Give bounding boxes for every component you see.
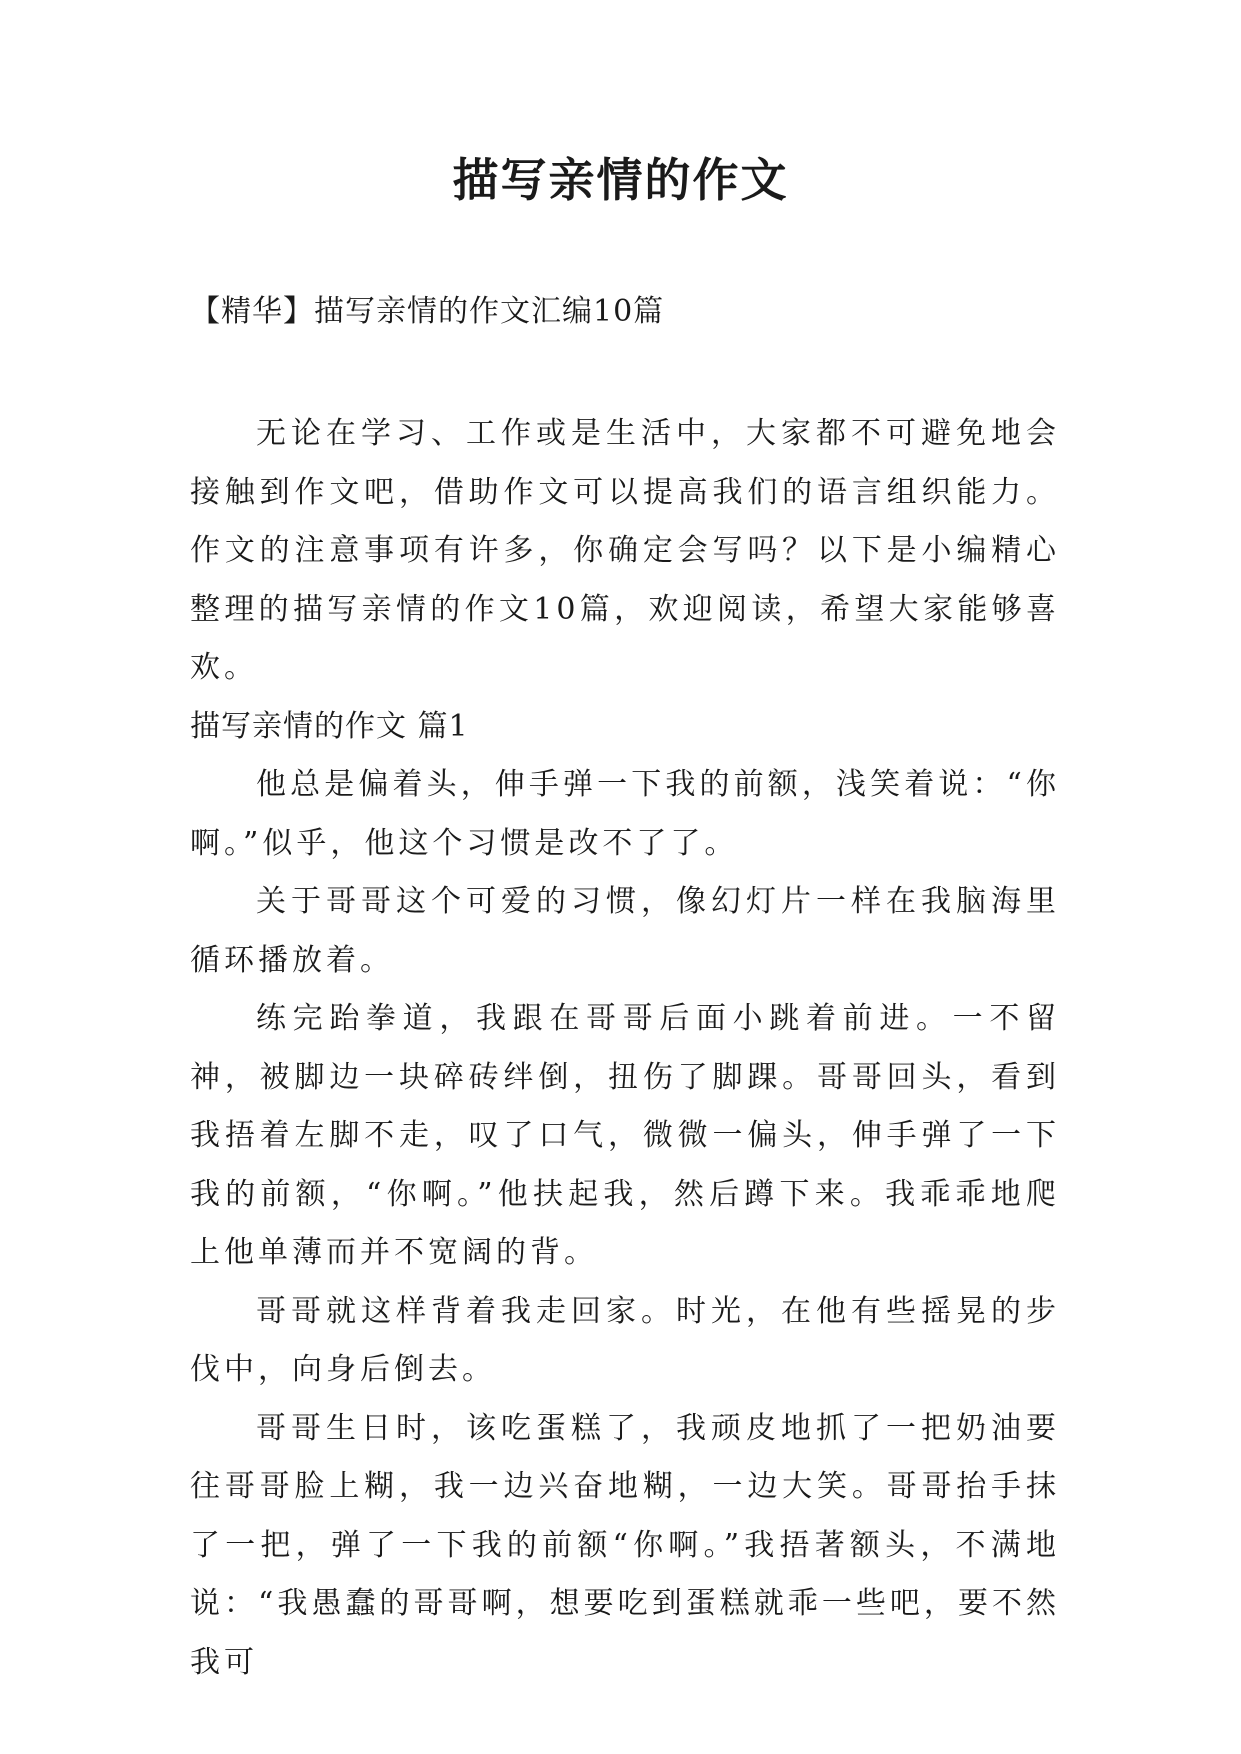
section-heading: 描写亲情的作文 篇1: [190, 708, 469, 744]
body-paragraph: 哥哥就这样背着我走回家。时光，在他有些摇晃的步伐中，向身后倒去。: [190, 1293, 1060, 1387]
document-subtitle: 【精华】描写亲情的作文汇编10篇: [190, 294, 665, 329]
body-paragraph: 练完跆拳道，我跟在哥哥后面小跳着前进。一不留神，被脚边一块碎砖绊倒，扭伤了脚踝。哥哥回头，看到我捂着左脚不走，叹了口气，微微一偏头，伸手弹了一下我的前额，“你啊。”他扶起我，然后蹲下来。我乖乖地爬上他单薄而并不宽阔的背。: [190, 1001, 1060, 1270]
body-paragraph: 他总是偏着头，伸手弹一下我的前额，浅笑着说：“你啊。”似乎，他这个习惯是改不了了。: [190, 767, 1060, 861]
document-body: [190, 405, 1060, 1692]
body-paragraph: 关于哥哥这个可爱的习惯，像幻灯片一样在我脑海里循环播放着。: [190, 884, 1060, 978]
document-title: 描写亲情的作文: [452, 153, 789, 207]
intro-paragraph: 无论在学习、工作或是生活中，大家都不可避免地会接触到作文吧，借助作文可以提高我们的语言组织能力。作文的注意事项有许多，你确定会写吗？以下是小编精心整理的描写亲情的作文10篇，欢迎阅读，希望大家能够喜欢。: [190, 416, 1060, 685]
body-paragraph: 哥哥生日时，该吃蛋糕了，我顽皮地抓了一把奶油要往哥哥脸上糊，我一边兴奋地糊，一边大笑。哥哥抬手抹了一把，弹了一下我的前额“你啊。”我捂著额头，不满地说：“我愚蠢的哥哥啊，想要吃到蛋糕就乖一些吧，要不然我可: [190, 1410, 1060, 1680]
